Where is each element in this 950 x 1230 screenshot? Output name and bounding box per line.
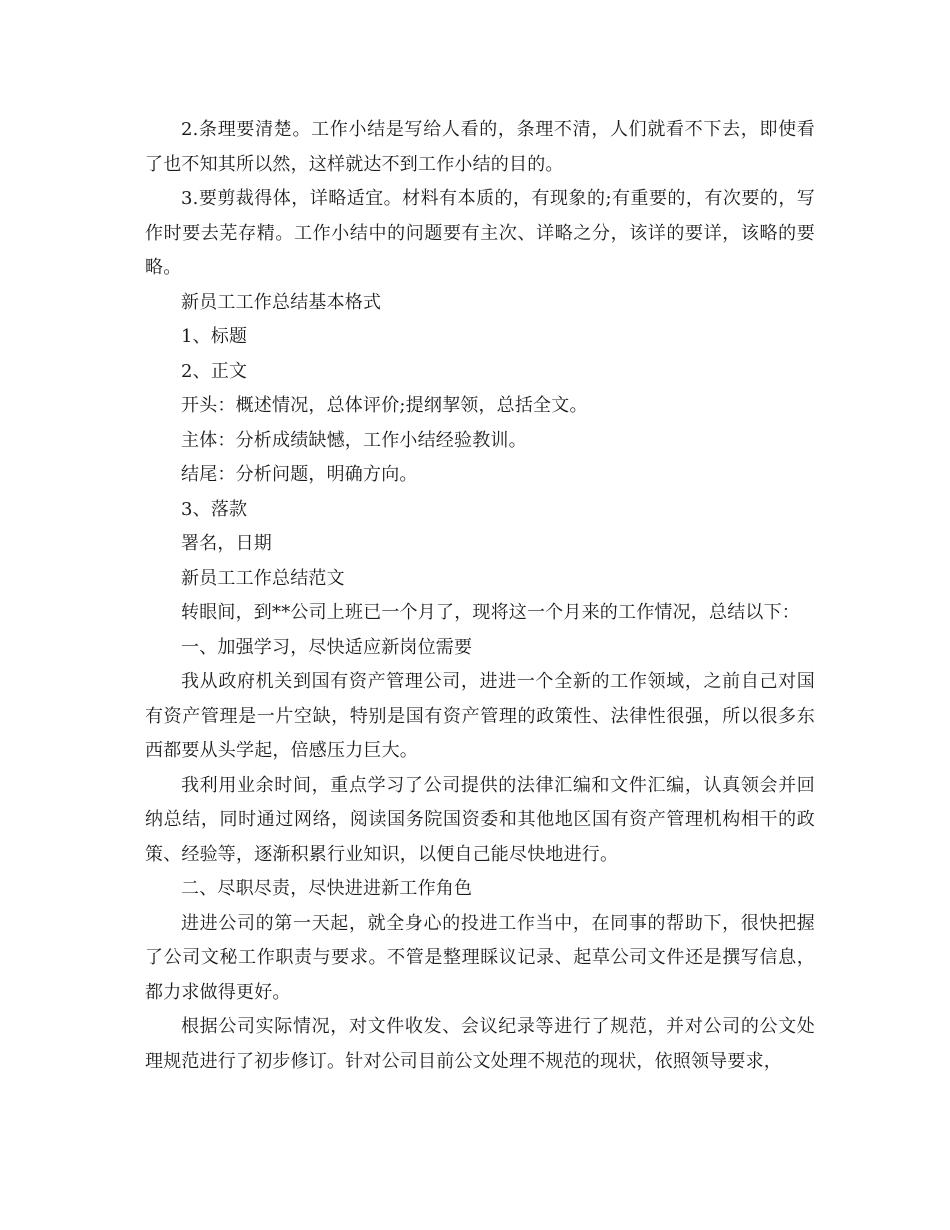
paragraph: 转眼间，到**公司上班已一个月了，现将这一个月来的工作情况，总结以下： (181, 602, 800, 623)
paragraph: 我利用业余时间，重点学习了公司提供的法律汇编和文件汇编，认真领会并回纳总结，同时通过网络，阅读国务院国资委和其他地区国有资产管理机构相干的政策、经验等，逐渐积累行业知识，以便自己能尽快地进行。 (145, 774, 815, 865)
paragraph: 署名，日期 (181, 533, 272, 554)
document-body (145, 113, 815, 1079)
paragraph: 3.要剪裁得体，详略适宜。材料有本质的，有现象的;有重要的，有次要的，写作时要去芜存精。工作小结中的问题要有主次、详略之分，该详的要详，该略的要略。 (145, 188, 815, 278)
paragraph: 主体：分析成绩缺憾，工作小结经验教训。 (181, 429, 527, 451)
paragraph: 进进公司的第一天起，就全身心的投进工作当中，在同事的帮助下，很快把握了公司文秘工作职责与要求。不管是整理睬议记录、起草公司文件还是撰写信息，都力求做得更好。 (145, 912, 815, 1003)
list-item: 3、落款 (181, 498, 248, 520)
paragraph: 我从政府机关到国有资产管理公司，进进一个全新的工作领域，之前自己对国有资产管理是一片空缺，特别是国有资产管理的政策性、法律性很强，所以很多东西都要从头学起，倍感压力巨大。 (145, 671, 815, 761)
section-heading: 一、加强学习，尽快适应新岗位需要 (181, 636, 473, 658)
paragraph: 开头：概述情况，总体评价;提纲挈领，总括全文。 (181, 395, 588, 416)
section-heading: 二、尽职尽责，尽快进进新工作角色 (181, 878, 473, 899)
section-heading: 新员工工作总结范文 (181, 567, 345, 589)
paragraph: 结尾：分析问题，明确方向。 (181, 464, 418, 485)
list-item: 2、正文 (181, 360, 248, 382)
section-heading: 新员工工作总结基本格式 (181, 291, 382, 313)
list-item: 1、标题 (181, 326, 248, 347)
paragraph: 根据公司实际情况，对文件收发、会议纪录等进行了规范，并对公司的公文处理规范进行了初步修订。针对公司目前公文处理不规范的现状，依照领导要求， (145, 1016, 815, 1072)
paragraph: 2.条理要清楚。工作小结是写给人看的，条理不清，人们就看不下去，即使看了也不知其所以然，这样就达不到工作小结的目的。 (145, 119, 815, 175)
